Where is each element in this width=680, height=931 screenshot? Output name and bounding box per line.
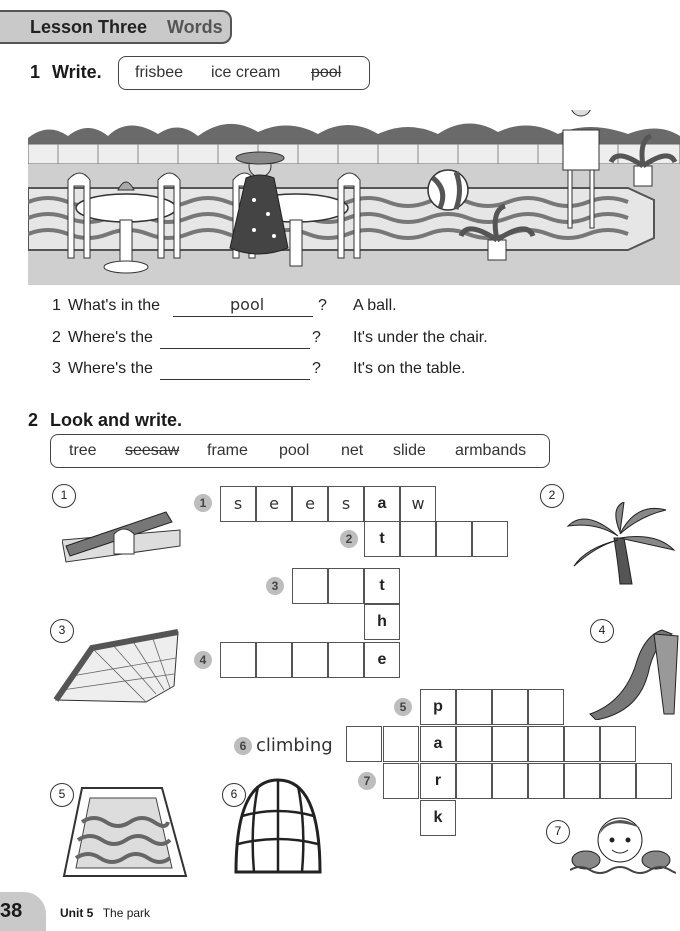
palm-tree-picture (566, 502, 676, 586)
lesson-title: Lesson Three (30, 17, 148, 37)
picture-2-number: 2 (540, 484, 564, 508)
cell-7-6[interactable] (564, 763, 600, 799)
picture-1-number: 1 (52, 484, 76, 508)
cell-6-2[interactable] (383, 726, 419, 762)
cell-5-4[interactable] (528, 689, 564, 725)
cell-2-3[interactable] (436, 521, 472, 557)
cell-3-2[interactable] (328, 568, 364, 604)
cell-7-4[interactable] (492, 763, 528, 799)
question-1-num: 1 (52, 297, 61, 314)
cell-7-8[interactable] (636, 763, 672, 799)
word-armbands: armbands (455, 442, 527, 459)
lesson-topic: Words (167, 17, 223, 37)
cell-1-2[interactable]: e (256, 486, 292, 522)
cell-6-7[interactable] (564, 726, 600, 762)
question-3-mark: ? (312, 360, 321, 377)
picture-7-number: 7 (546, 820, 570, 844)
clue-5-dot: 5 (394, 698, 412, 716)
clue-4-dot: 4 (194, 651, 212, 669)
cell-1-4[interactable]: s (328, 486, 364, 522)
clue-2-dot: 2 (340, 530, 358, 548)
cell-6-5[interactable] (492, 726, 528, 762)
footer-unit: Unit 5 (60, 906, 94, 920)
cell-7-1[interactable] (383, 763, 419, 799)
word-ice-cream: ice cream (211, 64, 281, 81)
clue-6-text: climbing (256, 735, 333, 756)
seesaw-picture (62, 500, 182, 564)
section2-number: 2 (28, 410, 39, 430)
cell-2-2[interactable] (400, 521, 436, 557)
armbands-child-picture (570, 810, 676, 886)
cell-3-1[interactable] (292, 568, 328, 604)
footer-unit-line (60, 906, 150, 920)
cell-4-4[interactable] (328, 642, 364, 678)
cell-4-5[interactable]: e (364, 642, 400, 678)
section2-label: Look and write. (50, 410, 183, 430)
reply-2: It's under the chair. (353, 329, 488, 346)
answer-line-2 (160, 348, 310, 349)
answer-line-3 (160, 379, 310, 380)
question-1-prompt: What's in the (68, 297, 160, 314)
slide-picture (584, 624, 680, 720)
cell-5-2[interactable] (456, 689, 492, 725)
cell-5-3[interactable] (492, 689, 528, 725)
word-frisbee: frisbee (135, 64, 184, 81)
page-number: 38 (0, 900, 23, 922)
question-2-prompt: Where's the (68, 329, 153, 346)
climbing-frame-picture (232, 776, 324, 876)
cell-1-5[interactable]: a (364, 486, 400, 522)
picture-6-number: 6 (222, 783, 246, 807)
lesson-title-tab (0, 10, 232, 44)
cell-3-3[interactable]: t (364, 568, 400, 604)
section1-word-box (118, 56, 370, 90)
cell-7-3[interactable] (456, 763, 492, 799)
pool-scene-illustration (28, 110, 680, 285)
cell-4-1[interactable] (220, 642, 256, 678)
word-pool-crossed: pool (311, 64, 342, 81)
cell-6-4[interactable] (456, 726, 492, 762)
picture-4-number: 4 (590, 619, 614, 643)
clue-3-dot: 3 (266, 577, 284, 595)
reply-3: It's on the table. (353, 360, 466, 377)
word-net: net (341, 442, 364, 459)
word-pool: pool (279, 442, 310, 459)
clue-1-dot: 1 (194, 494, 212, 512)
cell-6-6[interactable] (528, 726, 564, 762)
question-2-mark: ? (312, 329, 321, 346)
cell-1-1[interactable]: s (220, 486, 256, 522)
cell-4-2[interactable] (256, 642, 292, 678)
question-3-prompt: Where's the (68, 360, 153, 377)
goal-net-picture (52, 628, 180, 706)
question-3-num: 3 (52, 360, 61, 377)
section1-number: 1 (30, 62, 41, 82)
cell-7-2[interactable]: r (420, 763, 456, 799)
page-number-tab (0, 892, 46, 931)
swimming-pool-picture (62, 786, 188, 880)
word-slide: slide (393, 442, 426, 459)
cell-6-1[interactable] (346, 726, 382, 762)
answer-1: pool (230, 295, 265, 314)
footer-unit-title: The park (102, 906, 151, 920)
clue-7-dot: 7 (358, 772, 376, 790)
picture-5-number: 5 (50, 783, 74, 807)
section1-label: Write. (52, 62, 102, 82)
cell-5-1[interactable]: p (420, 689, 456, 725)
picture-3-number: 3 (50, 619, 74, 643)
cell-2-1[interactable]: t (364, 521, 400, 557)
clue-6-dot: 6 (234, 737, 252, 755)
cell-6-3[interactable]: a (420, 726, 456, 762)
cell-6-8[interactable] (600, 726, 636, 762)
cell-7-7[interactable] (600, 763, 636, 799)
question-1-mark: ? (318, 297, 327, 314)
cell-4-3[interactable] (292, 642, 328, 678)
cell-1-3[interactable]: e (292, 486, 328, 522)
section2-word-box (50, 434, 550, 468)
word-tree: tree (69, 442, 97, 459)
question-2-num: 2 (52, 329, 61, 346)
reply-1: A ball. (353, 297, 397, 314)
answer-line-1 (173, 316, 313, 317)
word-frame: frame (207, 442, 248, 459)
word-seesaw-crossed: seesaw (125, 442, 180, 459)
cell-h[interactable]: h (364, 604, 400, 640)
cell-k[interactable]: k (420, 800, 456, 836)
cell-2-4[interactable] (472, 521, 508, 557)
cell-1-6[interactable]: w (400, 486, 436, 522)
cell-7-5[interactable] (528, 763, 564, 799)
